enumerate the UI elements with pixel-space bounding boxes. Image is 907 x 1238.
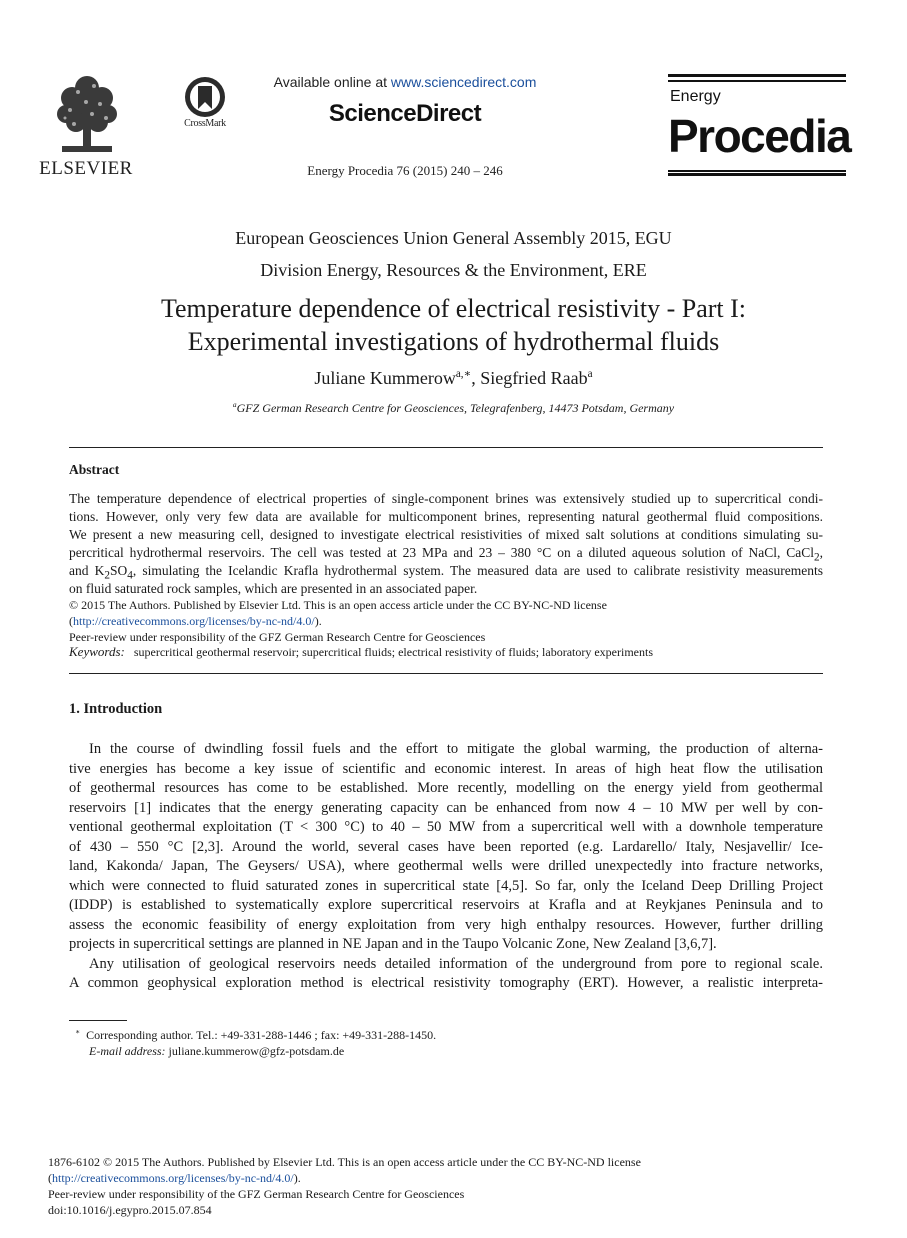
author-separator: , — [471, 368, 481, 388]
footer-license — [48, 1170, 301, 1186]
conference-line-2: Division Energy, Resources & the Environment, ERE — [260, 260, 647, 280]
logo-rule — [668, 170, 846, 172]
footer-peer-review: Peer-review under responsibility of the GFZ German Research Centre for Geosciences — [48, 1187, 465, 1201]
author-list — [40, 368, 867, 389]
body-line: A common geophysical exploration method is electrical resistivity tomography (ERT). However, a realistic interpreta- — [69, 975, 823, 991]
footer-license-link[interactable]: http://creativecommons.org/licenses/by-nc-nd/4.0/ — [52, 1171, 294, 1185]
logo-energy-word: Energy — [670, 88, 721, 105]
copyright-line: © 2015 The Authors. Published by Elsevier Ltd. This is an open access article under the CC BY-NC-ND license — [69, 598, 607, 612]
abstract-text: , — [819, 545, 823, 560]
logo-rule — [668, 173, 846, 176]
abstract-heading: Abstract — [69, 462, 120, 477]
elsevier-logo — [22, 74, 150, 178]
body-line: of 430 – 550 °C [2,3]. Around the world, several cases have been reported (e.g. Lardarello/ Italy, Nesjavellir/ Ice- — [69, 838, 823, 855]
available-online — [250, 74, 560, 90]
license-link[interactable]: http://creativecommons.org/licenses/by-nc-nd/4.0/ — [73, 614, 315, 628]
affiliation — [40, 401, 867, 416]
body-line: tive energies has become a key issue of scientific and economic interest. In areas of high heat flow the utilisation — [69, 760, 823, 777]
elsevier-wordmark: ELSEVIER — [39, 158, 133, 179]
license-paren: ( — [69, 614, 73, 628]
section-heading: 1. Introduction — [69, 701, 163, 717]
logo-rule — [668, 74, 846, 77]
subscript: 2 — [104, 569, 111, 582]
sciencedirect-link[interactable]: www.sciencedirect.com — [390, 74, 537, 90]
keywords-label: Keywords: — [69, 644, 125, 659]
peer-review-line: Peer-review under responsibility of the GFZ German Research Centre for Geosciences — [69, 630, 486, 644]
email-address[interactable]: juliane.kummerow@gfz-potsdam.de — [168, 1044, 345, 1058]
abstract-text: percritical hydrothermal reservoirs. The cell was tested at 23 MPa and 23 – 380 °C on a diluted aqueous solution of NaCl, CaCl — [69, 545, 814, 560]
abstract-line: The temperature dependence of electrical properties of single-component brines was extensively studied up to supercritical condi- — [69, 491, 823, 506]
affiliation-text: GFZ German Research Centre for Geosciences, Telegrafenberg, 14473 Potsdam, Germany — [236, 401, 675, 415]
logo-rule — [668, 80, 846, 82]
footnote-corresponding — [75, 1027, 436, 1043]
author-name: Siegfried Raab — [480, 368, 588, 388]
author-name: Juliane Kummerow — [314, 368, 456, 388]
footer-copyright: 1876-6102 © 2015 The Authors. Published by Elsevier Ltd. This is an open access article under the CC BY-NC-ND license — [48, 1155, 641, 1169]
logo-procedia-word: Procedia — [668, 110, 851, 162]
divider — [69, 673, 823, 674]
footnote-mark: ∗ — [75, 1027, 81, 1036]
body-line: which were connected to fluid saturated zones in supercritical state [4,5]. So far, only the Iceland Deep Drilling Project — [69, 877, 823, 894]
author-marks: a — [587, 368, 593, 380]
journal-reference: Energy Procedia 76 (2015) 240 – 246 — [307, 163, 503, 178]
footnote-email — [89, 1043, 344, 1059]
body-line: land, Kakonda/ Japan, The Geysers/ USA), where geothermal wells were drilled unexpectedly into fracture networks, — [69, 858, 823, 874]
conference-line-1: European Geosciences Union General Assembly 2015, EGU — [235, 228, 672, 248]
body-line: assess the economic feasibility of energy exploitation from very high enthalpy resources. However, further drilling — [69, 916, 823, 933]
keywords-line — [69, 644, 823, 660]
crossmark-badge[interactable] — [174, 76, 236, 136]
subscript: 2 — [814, 551, 820, 564]
affiliation-mark: a — [232, 400, 237, 409]
footnote-rule — [69, 1020, 127, 1021]
elsevier-tree-icon — [56, 74, 118, 156]
abstract-text: and K — [69, 563, 105, 578]
sciencedirect-logo: ScienceDirect — [328, 100, 482, 127]
license-paren: ). — [314, 614, 322, 628]
footnote-text: Corresponding author. Tel.: +49-331-288-1446 ; fax: +49-331-288-1450. — [86, 1028, 437, 1042]
abstract-line: on fluid saturated rock samples, which are presented in an associated paper. — [69, 581, 478, 596]
footer-doi[interactable]: doi:10.1016/j.egypro.2015.07.854 — [48, 1203, 212, 1217]
keywords-text: supercritical geothermal reservoir; supercritical fluids; electrical resistivity of fluids; laboratory experiments — [133, 645, 654, 659]
body-line: In the course of dwindling fossil fuels and the effort to mitigate the global warming, the production of alterna- — [89, 741, 823, 757]
body-line: of geothermal resources has come to be established. More recently, modelling on the energy yield from geothermal — [69, 780, 823, 796]
abstract-line: tions. However, only very few data are available for multicomponent brines, representing natural geothermal fluid compositions. — [69, 509, 823, 524]
license-paren: ). — [293, 1171, 301, 1185]
body-line: Any utilisation of geological reservoirs needs detailed information of the underground from pore to regional scale. — [89, 955, 823, 972]
author-marks: a,∗ — [455, 368, 472, 380]
license-paren: ( — [48, 1171, 52, 1185]
paper-title-line-2: Experimental investigations of hydrothermal fluids — [187, 327, 720, 356]
email-label: E-mail address: — [89, 1044, 166, 1058]
subscript: 4 — [127, 569, 133, 582]
paper-title-line-1: Temperature dependence of electrical resistivity - Part I: — [160, 294, 747, 323]
divider — [69, 447, 823, 448]
energy-procedia-logo — [668, 74, 851, 176]
crossmark-icon — [183, 76, 227, 118]
abstract-line: We present a new measuring cell, designed to investigate electrical resistivities of mixed salt solutions at conditions simulating su- — [69, 527, 823, 542]
body-line: ventional geothermal exploitation (T < 300 °C) to 40 – 50 MW from a supercritical well with a downhole temperature — [69, 819, 823, 835]
body-line: (IDDP) is established to systematically explore supercritical reservoirs at Krafla and at Reykjanes Peninsula and to — [69, 897, 823, 913]
available-prefix: Available online at — [273, 74, 391, 90]
license-line — [69, 613, 823, 629]
body-line: reservoirs [1] indicates that the energy generating capacity can be enhanced from now 4 – 10 MW per well by con- — [69, 799, 823, 816]
abstract-text: SO — [110, 563, 128, 578]
abstract-text: , simulating the Icelandic Krafla hydrothermal system. The measured data are used to calibrate resistivity measurements — [132, 563, 823, 578]
crossmark-label: CrossMark — [184, 118, 226, 129]
body-line: projects in supercritical settings are planned in NE Japan and in the Taupo Volcanic Zone, New Zealand [3,6,7]. — [69, 936, 717, 952]
